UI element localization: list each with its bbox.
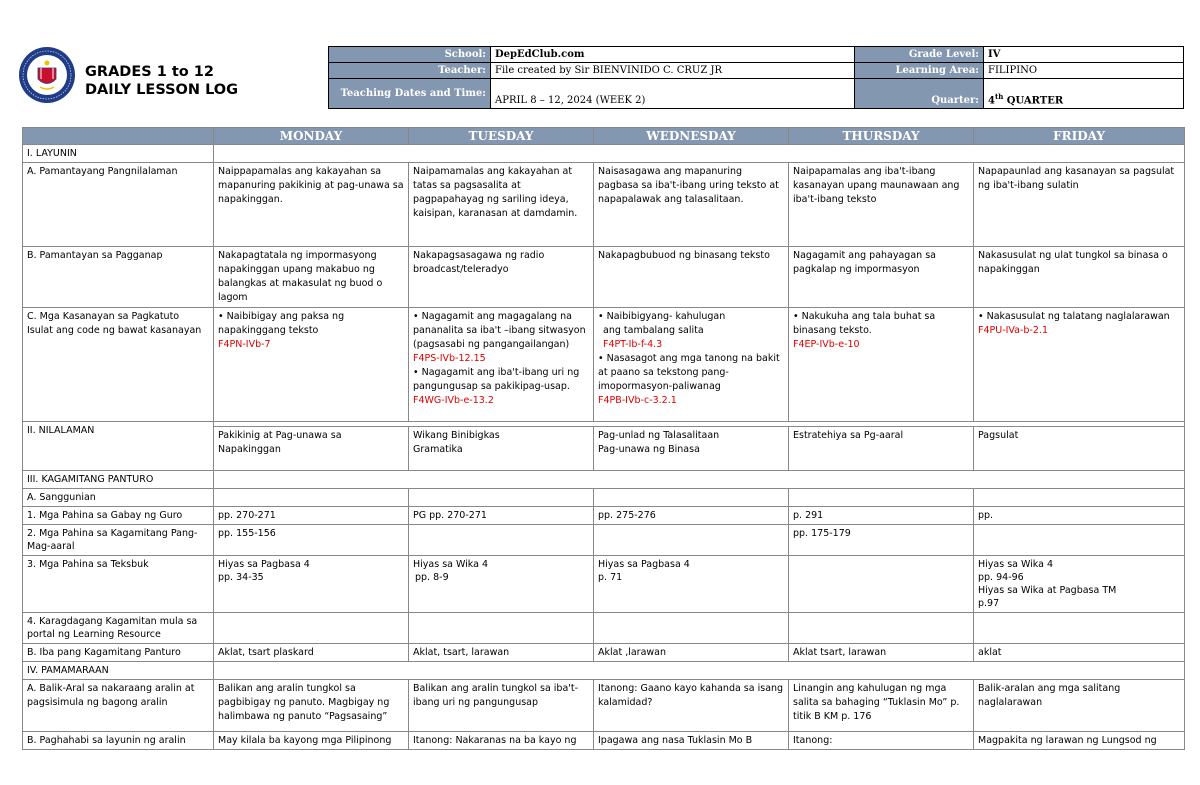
competency-text: ang tambalang salita bbox=[603, 325, 704, 336]
grade-level-label: Grade Level: bbox=[855, 47, 984, 63]
cell-wednesday: pp. 275-276 bbox=[594, 507, 789, 525]
cell-monday: Naippapamalas ang kakayahan sa mapanuring pakikinig at pag-unawa sa napakinggan. bbox=[214, 163, 409, 247]
competency-code: F4PU-IVa-b-2.1 bbox=[978, 325, 1048, 336]
cell-thursday bbox=[789, 613, 974, 644]
cell-thursday: Naipapamalas ang iba't-ibang kasanayan upang maunawaan ang iba't-ibang teksto bbox=[789, 163, 974, 247]
cell-monday: pp. 155-156 bbox=[214, 525, 409, 556]
days-header-row bbox=[23, 128, 1185, 145]
competency-text: • Nasasagot ang mga tanong na bakit at paano sa tekstong pang-imopormasyon-paliwanag bbox=[598, 353, 780, 392]
table-row bbox=[23, 680, 1185, 732]
quarter-text: QUARTER bbox=[1003, 95, 1064, 106]
kasanayan-sublabel: Isulat ang code ng bawat kasanayan bbox=[27, 325, 202, 336]
table-row bbox=[23, 525, 1185, 556]
competency-text: • Naibibigay ang paksa ng napakinggang teksto bbox=[218, 311, 345, 336]
cell-thursday: Aklat tsart, larawan bbox=[789, 644, 974, 662]
topic-line: Pagsulat bbox=[978, 430, 1019, 441]
cell-tuesday bbox=[409, 489, 594, 507]
cell-tuesday: PG pp. 270-271 bbox=[409, 507, 594, 525]
book-line: Hiyas sa Wika 4 bbox=[978, 559, 1054, 570]
cell-tuesday bbox=[409, 556, 594, 613]
cell-friday: Balik-aralan ang mga salitang naglalarawan bbox=[974, 680, 1185, 732]
cell-thursday: Nagagamit ang pahayagan sa pagkalap ng impormasyon bbox=[789, 247, 974, 308]
section-layunin: I. LAYUNIN bbox=[23, 145, 214, 163]
cell-friday bbox=[974, 556, 1185, 613]
book-line: pp. 94-96 bbox=[978, 572, 1024, 583]
cell-friday: Nakasusulat ng ulat tungkol sa binasa o napakinggan bbox=[974, 247, 1185, 308]
competency-code: F4PT-Ib-f-4.3 bbox=[603, 339, 663, 350]
cell-tuesday: Naipamamalas ang kakayahan at tatas sa pagsasalita at pagpapahayag ng sariling ideya, kaisipan, karanasan at damdamin. bbox=[409, 163, 594, 247]
row-label: A. Pamantayang Pangnilalaman bbox=[23, 163, 214, 247]
competency-text: • Nagagamit ang iba't-ibang uri ng pangungusap sa pakikipag-usap. bbox=[413, 367, 580, 392]
section-pamamaraan: IV. PAMAMARAAN bbox=[23, 662, 214, 680]
row-label: A. Sanggunian bbox=[23, 489, 214, 507]
topic-line: Wikang Binibigkas bbox=[413, 430, 500, 441]
competency-code: F4PS-IVb-12.15 bbox=[413, 353, 486, 364]
cell-thursday: pp. 175-179 bbox=[789, 525, 974, 556]
cell-tuesday: Nakapagsasagawa ng radio broadcast/teleradyo bbox=[409, 247, 594, 308]
cell-wednesday bbox=[594, 489, 789, 507]
cell-monday bbox=[214, 308, 409, 422]
book-line: p. 71 bbox=[598, 572, 623, 583]
topic-line: Pag-unawa ng Binasa bbox=[598, 444, 700, 455]
book-line: Hiyas sa Wika 4 bbox=[413, 559, 489, 570]
competency-text: • Nakasusulat ng talatang naglalarawan bbox=[978, 311, 1170, 322]
row-label: 2. Mga Pahina sa Kagamitang Pang-Mag-aaral bbox=[23, 525, 214, 556]
cell-monday bbox=[214, 427, 409, 471]
topic-line: Napakinggan bbox=[218, 444, 281, 455]
cell-thursday: Linangin ang kahulugan ng mga salita sa bahaging “Tuklasin Mo” p. titik B KM p. 176 bbox=[789, 680, 974, 732]
table-row bbox=[23, 163, 1185, 247]
row-label: 1. Mga Pahina sa Gabay ng Guro bbox=[23, 507, 214, 525]
table-row bbox=[23, 247, 1185, 308]
cell-thursday: Itanong: bbox=[789, 732, 974, 750]
section-nilalaman: II. NILALAMAN bbox=[23, 422, 214, 471]
book-line: Hiyas sa Pagbasa 4 bbox=[218, 559, 310, 570]
day-friday: FRIDAY bbox=[974, 128, 1185, 145]
cell-friday bbox=[974, 427, 1185, 471]
cell-thursday bbox=[789, 556, 974, 613]
quarter-value bbox=[984, 79, 1184, 109]
cell-wednesday bbox=[594, 308, 789, 422]
cell-friday: aklat bbox=[974, 644, 1185, 662]
cell-friday: Magpakita ng larawan ng Lungsod ng bbox=[974, 732, 1185, 750]
cell-tuesday bbox=[409, 525, 594, 556]
table-row bbox=[23, 732, 1185, 750]
lesson-log-table bbox=[22, 127, 1185, 750]
table-row bbox=[23, 507, 1185, 525]
book-line: pp. 8-9 bbox=[415, 572, 449, 583]
cell-monday bbox=[214, 556, 409, 613]
competency-code: F4PB-IVb-c-3.2.1 bbox=[598, 395, 677, 406]
row-label: B. Paghahabi sa layunin ng aralin bbox=[23, 732, 214, 750]
cell-wednesday bbox=[594, 427, 789, 471]
quarter-suffix: th bbox=[994, 91, 1004, 101]
cell-tuesday: Itanong: Nakaranas na ba kayo ng bbox=[409, 732, 594, 750]
cell-monday: Balikan ang aralin tungkol sa pagbibigay ng panuto. Magbigay ng halimbawa ng panuto “Pagsasaing” bbox=[214, 680, 409, 732]
section-row bbox=[23, 145, 1185, 163]
grade-level-value: IV bbox=[984, 47, 1184, 63]
section-row bbox=[23, 471, 1185, 489]
cell-tuesday bbox=[409, 427, 594, 471]
cell-friday bbox=[974, 489, 1185, 507]
header-info-table bbox=[328, 46, 1184, 109]
table-row bbox=[23, 308, 1185, 422]
cell-wednesday bbox=[594, 613, 789, 644]
book-line: p.97 bbox=[978, 598, 1000, 609]
book-line: Hiyas sa Pagbasa 4 bbox=[598, 559, 690, 570]
row-label: 3. Mga Pahina sa Teksbuk bbox=[23, 556, 214, 613]
day-tuesday: TUESDAY bbox=[409, 128, 594, 145]
cell-tuesday bbox=[409, 308, 594, 422]
cell-thursday bbox=[789, 427, 974, 471]
topic-line: Pag-unlad ng Talasalitaan bbox=[598, 430, 720, 441]
cell-wednesday: Itanong: Gaano kayo kahanda sa isang kalamidad? bbox=[594, 680, 789, 732]
table-row bbox=[23, 613, 1185, 644]
competency-text: • Naibibigyang- kahulugan bbox=[598, 311, 726, 322]
kasanayan-label: C. Mga Kasanayan sa Pagkatuto bbox=[27, 311, 180, 322]
teaching-dates-label: Teaching Dates and Time: bbox=[329, 79, 491, 109]
teacher-label: Teacher: bbox=[329, 63, 491, 79]
cell-friday bbox=[974, 525, 1185, 556]
cell-wednesday: Naisasagawa ang mapanuring pagbasa sa iba't-ibang uring teksto at napapalawak ang talasalitaan. bbox=[594, 163, 789, 247]
cell-thursday bbox=[789, 308, 974, 422]
cell-thursday bbox=[789, 489, 974, 507]
row-label bbox=[23, 308, 214, 422]
row-label: B. Pamantayan sa Pagganap bbox=[23, 247, 214, 308]
competency-code: F4WG-IVb-e-13.2 bbox=[413, 395, 494, 406]
competency-code: F4EP-IVb-e-10 bbox=[793, 339, 860, 350]
cell-wednesday: Ipagawa ang nasa Tuklasin Mo B bbox=[594, 732, 789, 750]
cell-friday: pp. bbox=[974, 507, 1185, 525]
book-line: pp. 34-35 bbox=[218, 572, 264, 583]
quarter-number: 4 bbox=[988, 95, 995, 106]
table-row bbox=[23, 556, 1185, 613]
school-label: School: bbox=[329, 47, 491, 63]
school-value: DepEdClub.com bbox=[491, 47, 855, 63]
quarter-label: Quarter: bbox=[855, 79, 984, 109]
teacher-value: File created by Sir BIENVINIDO C. CRUZ JR bbox=[491, 63, 855, 79]
row-label: 4. Karagdagang Kagamitan mula sa portal ng Learning Resource bbox=[23, 613, 214, 644]
cell-friday: Napapaunlad ang kasanayan sa pagsulat ng iba't-ibang sulatin bbox=[974, 163, 1185, 247]
cell-monday: Nakapagtatala ng impormasyong napakinggan upang makabuo ng balangkas at makasulat ng buod o lagom bbox=[214, 247, 409, 308]
competency-text: • Nagagamit ang magagalang na pananalita sa iba't –ibang sitwasyon (pagsasabi ng pangangailangan) bbox=[413, 311, 586, 350]
cell-wednesday bbox=[594, 556, 789, 613]
cell-monday: May kilala ba kayong mga Pilipinong bbox=[214, 732, 409, 750]
cell-thursday: p. 291 bbox=[789, 507, 974, 525]
day-monday: MONDAY bbox=[214, 128, 409, 145]
cell-friday bbox=[974, 308, 1185, 422]
row-label: A. Balik-Aral sa nakaraang aralin at pagsisimula ng bagong aralin bbox=[23, 680, 214, 732]
section-fill bbox=[214, 145, 1185, 163]
cell-wednesday bbox=[594, 525, 789, 556]
day-thursday: THURSDAY bbox=[789, 128, 974, 145]
learning-area-label: Learning Area: bbox=[855, 63, 984, 79]
topic-line: Gramatika bbox=[413, 444, 463, 455]
cell-tuesday: Aklat, tsart, larawan bbox=[409, 644, 594, 662]
cell-wednesday: Aklat ,larawan bbox=[594, 644, 789, 662]
cell-monday bbox=[214, 489, 409, 507]
learning-area-value: FILIPINO bbox=[984, 63, 1184, 79]
table-row bbox=[23, 644, 1185, 662]
teaching-dates-value: APRIL 8 – 12, 2024 (WEEK 2) bbox=[491, 79, 855, 109]
cell-monday bbox=[214, 613, 409, 644]
topic-line: Pakikinig at Pag-unawa sa bbox=[218, 430, 342, 441]
row-label: B. Iba pang Kagamitang Panturo bbox=[23, 644, 214, 662]
competency-text: • Nakukuha ang tala buhat sa binasang teksto. bbox=[793, 311, 936, 336]
cell-tuesday bbox=[409, 613, 594, 644]
section-kagamitan: III. KAGAMITANG PANTURO bbox=[23, 471, 214, 489]
section-row bbox=[23, 662, 1185, 680]
topic-line: Estratehiya sa Pg-aaral bbox=[793, 430, 904, 441]
cell-wednesday: Nakapagbubuod ng binasang teksto bbox=[594, 247, 789, 308]
document-title bbox=[85, 63, 238, 99]
section-fill bbox=[214, 662, 1185, 680]
competency-code: F4PN-IVb-7 bbox=[218, 339, 271, 350]
cell-monday: Aklat, tsart plaskard bbox=[214, 644, 409, 662]
cell-tuesday: Balikan ang aralin tungkol sa iba't-ibang uri ng pangungusap bbox=[409, 680, 594, 732]
table-row bbox=[23, 489, 1185, 507]
section-fill bbox=[214, 471, 1185, 489]
title-line-2: DAILY LESSON LOG bbox=[85, 82, 239, 98]
cell-monday: pp. 270-271 bbox=[214, 507, 409, 525]
deped-seal-icon bbox=[18, 46, 76, 104]
cell-friday bbox=[974, 613, 1185, 644]
title-line-1: GRADES 1 to 12 bbox=[85, 64, 214, 80]
day-wednesday: WEDNESDAY bbox=[594, 128, 789, 145]
corner-cell bbox=[23, 128, 214, 145]
book-line: Hiyas sa Wika at Pagbasa TM bbox=[978, 585, 1117, 596]
